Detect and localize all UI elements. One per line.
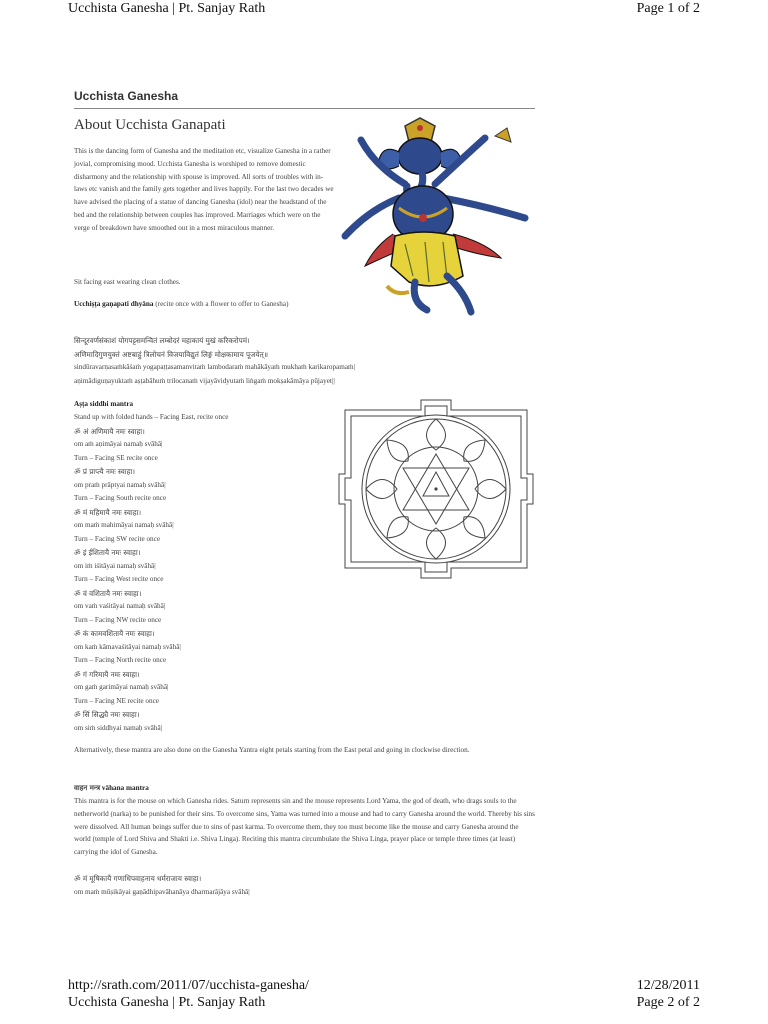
- asta-line: Turn – Facing SE recite once: [74, 453, 158, 462]
- vahana-line: om maṁ mūṣikāyai gaṇādhipavāhanāya dharmarājāya svāhā|: [74, 887, 250, 896]
- dhyana-title: Ucchiṣṭa gaṇapati dhyāna: [74, 300, 154, 308]
- vahana-lines: [74, 872, 536, 899]
- dhyana-lines: [74, 334, 536, 388]
- sit-instruction: Sit facing east wearing clean clothes.: [74, 278, 181, 286]
- vahana-line: ॐ मं मूषिकायै गणाधिपवाहनाय धर्मराजाय स्वाहा।: [74, 874, 202, 883]
- asta-line: Turn – Facing North recite once: [74, 656, 167, 664]
- asta-line: Turn – Facing South recite once: [74, 494, 167, 502]
- asta-line: om kaṁ kāmavaśitāyai namaḥ svāhā|: [74, 642, 181, 651]
- vahana-heading: [74, 782, 536, 795]
- asta-line: om siṁ siddhyai namaḥ svāhā|: [74, 723, 163, 732]
- footer-date: 12/28/2011: [636, 978, 700, 993]
- asta-line: Turn – Facing SW recite once: [74, 534, 161, 543]
- dhyana-line: aṇimādiguṇayuktaṁ aṣṭabāhuṁ trilocanaṁ vijayāvidyutaṁ liṅgaṁ mokṣakāmāya pūjayet||: [74, 376, 335, 385]
- asta-line: om iṁ iśitāyai namaḥ svāhā|: [74, 561, 156, 570]
- vahana-devanagari: वाहन मन्त्र: [74, 784, 101, 792]
- footer-url[interactable]: http://srath.com/2011/07/ucchista-ganesha/: [68, 978, 309, 993]
- dancing-ganesha-image: [335, 116, 535, 316]
- divider: [74, 108, 535, 109]
- asta-line: om praṁ prāptyai namaḥ svāhā|: [74, 480, 166, 489]
- dhyana-heading: [74, 298, 336, 311]
- asta-line: Turn – Facing NW recite once: [74, 615, 162, 624]
- dhyana-line: सिन्दूरवर्णसंकाशं योगपट्टसमन्वितं लम्बोदरं महाकायं मुखं करिकरोपमं।: [74, 336, 250, 345]
- asta-title: Aṣṭa siddhi mantra: [74, 400, 134, 408]
- ganesha-yantra-image: [337, 396, 535, 582]
- asta-lines: [74, 411, 336, 735]
- asta-line: ॐ वं वशितायै नमः स्वाहा।: [74, 588, 142, 598]
- dhyana-line: अणिमादिगुणयुक्तं अष्टबाहुं त्रिलोचनं विजयाविद्युतं लिङ्गं मोक्षकामाय पूजयेत्॥: [74, 349, 269, 359]
- footer-title: Ucchista Ganesha | Pt. Sanjay Rath: [68, 995, 266, 1010]
- asta-line: ॐ अं अणिमायै नमः स्वाहा।: [74, 426, 145, 436]
- dhyana-line: sindūravarṇasaṁkāśaṁ yogapaṭṭasamanvitaṁ lambodaraṁ mahākāyaṁ mukhaṁ karikaropamaṁ|: [74, 363, 356, 371]
- asta-line: om maṁ mahimāyai namaḥ svāhā|: [74, 521, 174, 529]
- asta-line: Turn – Facing West recite once: [74, 575, 164, 583]
- asta-line: om vaṁ vaśitāyai namaḥ svāhā|: [74, 602, 166, 610]
- asta-line: om aṁ aṇimāyai namaḥ svāhā|: [74, 440, 163, 448]
- footer-page-number: Page 2 of 2: [636, 995, 700, 1010]
- section-title: Ucchista Ganesha: [74, 89, 179, 103]
- asta-line: ॐ इं ईशितायै नमः स्वाहा।: [74, 548, 141, 557]
- alternatively-paragraph: Alternatively, these mantra are also done on the Ganesha Yantra eight petals starting from the East petal and going in clockwise direction.: [74, 746, 470, 754]
- asta-line: ॐ प्रं प्राप्त्यै नमः स्वाहा।: [74, 467, 135, 476]
- asta-line: ॐ सिं सिद्ध्यै नमः स्वाहा।: [74, 710, 140, 719]
- asta-line: Stand up with folded hands – Facing East, recite once: [74, 413, 229, 421]
- asta-line: ॐ गं गरिमायै नमः स्वाहा।: [74, 669, 140, 679]
- vahana-title: vāhana mantra: [100, 784, 149, 792]
- asta-heading: [74, 398, 336, 411]
- asta-line: ॐ मं महिमायै नमः स्वाहा।: [74, 507, 142, 517]
- intro-paragraph: This is the dancing form of Ganesha and the meditation etc, visualize Ganesha in a rather jovial, compromising mood. Ucchista Ganesha is worshiped to remove domestic disharmony and the relationship with spouse is improved. All sorts of troubles with in-laws etc vanish and the family gets together and lives happily. For the last two decades we have advised the placing of a statue of dancing Ganesha (idol) near the headstand of the bed and the relationship between couples has improved. Marriages which were on the verge of breakdown have smoothed out in a most miraculous manner.: [74, 147, 334, 232]
- header-page-number: Page 1 of 2: [636, 1, 700, 16]
- vahana-paragraph: This mantra is for the mouse on which Ganesha rides. Saturn represents sin and the mouse represents Lord Yama, the god of death, who drags souls to the netherworld (narka) to be punished for their sins. To overcome sins, Yama was turned into a mouse and had to carry Ganesha around the world. Thereby his sins were dissolved. All human beings suffer due to sins of past karma. To overcome them, they too must become like the mouse and carry Ganesha around the world (temple of Lord Shiva and Shakti i.e. Shiva Linga). Reciting this mantra circumbulate the Shiva Linga, prayer place or temple three times (at least) carrying the idol of Ganesha.: [74, 797, 535, 857]
- header-title: Ucchista Ganesha | Pt. Sanjay Rath: [68, 1, 266, 16]
- dhyana-note: (recite once with a flower to offer to Ganesha): [153, 300, 289, 308]
- asta-line: ॐ कं कामवशितायै नमः स्वाहा।: [74, 629, 155, 638]
- asta-line: om gaṁ garimāyai namaḥ svāhā|: [74, 683, 169, 691]
- article-heading: About Ucchista Ganapati: [74, 117, 226, 133]
- asta-line: Turn – Facing NE recite once: [74, 696, 159, 705]
